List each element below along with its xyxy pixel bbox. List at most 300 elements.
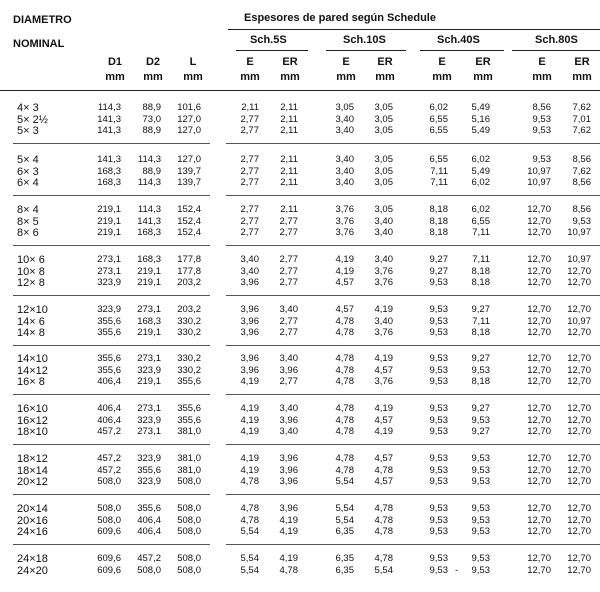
cell-e5: 5,54 xyxy=(240,564,259,576)
cell-er80: 10,97 xyxy=(567,254,591,265)
cell-d2: 406,4 xyxy=(137,526,161,537)
nominal-size: 12×10 xyxy=(17,304,48,316)
cell-er40: 9,53 xyxy=(471,364,490,376)
cell-er10: 3,40 xyxy=(374,315,393,327)
cell-er5: 3,96 xyxy=(279,476,298,487)
cell-d2: 323,9 xyxy=(137,414,161,426)
cell-e10: 6,35 xyxy=(335,553,354,564)
cell-d1: 355,6 xyxy=(97,364,121,376)
group-separator xyxy=(13,345,210,346)
cell-d1: 219,1 xyxy=(97,204,121,215)
cell-e5: 4,19 xyxy=(240,414,259,426)
header-nominal: NOMINAL xyxy=(13,38,65,50)
cell-er10: 4,57 xyxy=(374,453,393,464)
nominal-size: 6× 3 xyxy=(17,165,39,178)
cell-er40: 5,16 xyxy=(471,113,490,125)
cell-e40: 9,53 xyxy=(429,526,448,537)
cell-e80: 12,70 xyxy=(527,277,551,288)
cell-l: 381,0 xyxy=(177,426,201,437)
cell-l: 177,8 xyxy=(177,254,201,265)
cell-er40: 6,55 xyxy=(471,215,490,227)
cell-er40: 5,49 xyxy=(471,125,490,136)
cell-e40: 9,53 xyxy=(429,353,448,364)
cell-e40: 9,27 xyxy=(429,254,448,265)
cell-e5: 5,54 xyxy=(240,526,259,537)
col-unit-10: mm xyxy=(572,71,592,83)
cell-d2: 323,9 xyxy=(137,476,161,487)
cell-e40: 9,53 xyxy=(429,564,448,576)
cell-d1: 406,4 xyxy=(97,376,121,387)
cell-d2: 355,6 xyxy=(137,503,161,514)
cell-er80: 12,70 xyxy=(567,414,591,426)
nominal-size: 20×12 xyxy=(17,476,48,488)
cell-e80: 12,70 xyxy=(527,414,551,426)
cell-er10: 4,78 xyxy=(374,503,393,514)
cell-er80: 8,56 xyxy=(572,177,591,188)
cell-er5: 2,77 xyxy=(279,277,298,288)
cell-er80: 12,70 xyxy=(567,364,591,376)
col-head-2: L xyxy=(189,56,197,68)
cell-d2: 219,1 xyxy=(137,376,161,387)
group-separator xyxy=(226,494,600,495)
cell-er40: 7,11 xyxy=(472,315,490,327)
cell-er80: 7,01 xyxy=(572,113,591,125)
cell-er40: 6,02 xyxy=(471,154,490,165)
cell-e80: 12,70 xyxy=(527,553,551,564)
cell-e10: 3,40 xyxy=(335,165,354,177)
cell-er40: 9,27 xyxy=(471,403,490,414)
group-separator xyxy=(226,444,600,445)
cell-e10: 4,78 xyxy=(335,353,354,364)
cell-e80: 12,70 xyxy=(527,315,551,327)
cell-er40: 6,02 xyxy=(471,204,490,215)
cell-d1: 457,2 xyxy=(97,453,121,464)
col-head-10: ER xyxy=(574,56,590,68)
cell-er5: 3,96 xyxy=(279,414,298,426)
cell-er5: 3,40 xyxy=(279,353,298,364)
cell-e5: 2,77 xyxy=(240,177,259,188)
cell-er10: 3,76 xyxy=(374,277,393,288)
cell-er10: 4,78 xyxy=(374,526,393,537)
group-separator xyxy=(226,345,600,346)
cell-er40: 7,11 xyxy=(472,254,490,265)
cell-er40: 7,11 xyxy=(472,227,490,238)
cell-d2: 88,9 xyxy=(142,102,161,113)
cell-l: 127,0 xyxy=(177,154,201,165)
cell-er80: 12,70 xyxy=(567,514,591,526)
group-separator xyxy=(13,195,210,196)
header-title: Espesores de pared según Schedule xyxy=(244,12,436,24)
cell-er40: 8,18 xyxy=(471,265,490,277)
group-separator xyxy=(226,544,600,545)
col-head-8: ER xyxy=(475,56,491,68)
cell-e40: 8,18 xyxy=(429,215,448,227)
cell-e5: 3,96 xyxy=(240,277,259,288)
nominal-size: 24×18 xyxy=(17,553,48,565)
group-separator xyxy=(13,444,210,445)
cell-e80: 12,70 xyxy=(527,215,551,227)
nominal-size: 10× 8 xyxy=(17,265,45,278)
cell-e10: 4,57 xyxy=(335,277,354,288)
cell-d2: 168,3 xyxy=(137,254,161,265)
cell-e40: 9,53 xyxy=(429,514,448,526)
cell-d2: 508,0 xyxy=(137,564,161,576)
nominal-size: 5× 2½ xyxy=(17,113,48,126)
cell-d1: 355,6 xyxy=(97,353,121,364)
cell-er10: 3,05 xyxy=(374,154,393,165)
cell-d1: 323,9 xyxy=(97,304,121,315)
cell-er10: 5,54 xyxy=(374,564,393,576)
cell-er10: 3,40 xyxy=(374,254,393,265)
cell-d2: 273,1 xyxy=(137,353,161,364)
cell-er10: 4,19 xyxy=(374,304,393,315)
cell-d2: 114,3 xyxy=(137,177,161,188)
col-head-3: E xyxy=(246,56,254,68)
cell-l: 152,4 xyxy=(177,227,201,238)
cell-e10: 3,76 xyxy=(335,204,354,215)
cell-d1: 457,2 xyxy=(97,464,121,476)
cell-er5: 4,19 xyxy=(279,526,298,537)
nominal-size: 8× 6 xyxy=(17,227,39,239)
cell-er5: 3,96 xyxy=(279,464,298,476)
col-head-7: E xyxy=(438,56,446,68)
cell-d2: 114,3 xyxy=(137,154,161,165)
cell-d1: 114,3 xyxy=(97,102,121,113)
cell-e40: 6,02 xyxy=(429,102,448,113)
cell-e80: 12,70 xyxy=(527,327,551,338)
cell-er80: 12,70 xyxy=(567,526,591,537)
cell-e40: 9,53 xyxy=(429,277,448,288)
cell-e40: 6,55 xyxy=(429,154,448,165)
cell-e40: 9,53 xyxy=(429,476,448,487)
cell-er40: 9,53 xyxy=(471,453,490,464)
cell-e10: 4,78 xyxy=(335,327,354,338)
col-unit-3: mm xyxy=(240,71,260,83)
cell-e10: 5,54 xyxy=(335,514,354,526)
cell-er80: 12,70 xyxy=(567,304,591,315)
cell-e5: 3,40 xyxy=(240,265,259,277)
cell-e5: 3,96 xyxy=(240,315,259,327)
cell-er5: 2,11 xyxy=(280,125,298,136)
cell-e5: 4,19 xyxy=(240,403,259,414)
cell-er10: 3,40 xyxy=(374,215,393,227)
cell-er40: 9,27 xyxy=(471,353,490,364)
cell-e80: 12,70 xyxy=(527,204,551,215)
cell-l: 127,0 xyxy=(177,113,201,125)
cell-l: 203,2 xyxy=(177,304,201,315)
nominal-size: 24×20 xyxy=(17,564,48,577)
cell-d2: 88,9 xyxy=(142,125,161,136)
cell-d2: 88,9 xyxy=(142,165,161,177)
cell-e5: 3,40 xyxy=(240,254,259,265)
cell-er40: 9,53 xyxy=(471,476,490,487)
nominal-size: 5× 3 xyxy=(17,125,39,137)
cell-er80: 12,70 xyxy=(567,476,591,487)
cell-er80: 12,70 xyxy=(567,426,591,437)
cell-er5: 4,78 xyxy=(279,564,298,576)
cell-e40: 8,18 xyxy=(429,204,448,215)
cell-er80: 7,62 xyxy=(572,102,591,113)
col-head-9: E xyxy=(538,56,546,68)
cell-e5: 4,78 xyxy=(240,503,259,514)
cell-er5: 2,11 xyxy=(280,204,298,215)
cell-er10: 4,19 xyxy=(374,426,393,437)
cell-er40: 9,27 xyxy=(471,426,490,437)
cell-er10: 3,05 xyxy=(374,165,393,177)
nominal-size: 16× 8 xyxy=(17,376,45,388)
cell-er40: 9,27 xyxy=(471,304,490,315)
cell-d2: 168,3 xyxy=(137,315,161,327)
cell-er40: 9,53 xyxy=(471,514,490,526)
cell-d1: 457,2 xyxy=(97,426,121,437)
cell-er5: 3,40 xyxy=(279,403,298,414)
cell-e10: 4,19 xyxy=(335,265,354,277)
cell-d2: 219,1 xyxy=(137,265,161,277)
cell-er40: 9,53 xyxy=(471,526,490,537)
group-separator xyxy=(13,143,210,144)
cell-e5: 2,77 xyxy=(240,204,259,215)
cell-e40: 9,53 xyxy=(429,414,448,426)
cell-e5: 5,54 xyxy=(240,553,259,564)
cell-er40: 9,53 xyxy=(471,564,490,576)
cell-e80: 12,70 xyxy=(527,464,551,476)
cell-er10: 3,05 xyxy=(374,177,393,188)
cell-er10: 3,05 xyxy=(374,113,393,125)
cell-e80: 10,97 xyxy=(527,177,551,188)
cell-d2: 273,1 xyxy=(137,304,161,315)
cell-d1: 219,1 xyxy=(97,227,121,238)
cell-er80: 7,62 xyxy=(572,125,591,136)
cell-er5: 2,77 xyxy=(279,227,298,238)
cell-er40: 8,18 xyxy=(471,327,490,338)
cell-d2: 355,6 xyxy=(137,464,161,476)
cell-d1: 508,0 xyxy=(97,514,121,526)
cell-d2: 114,3 xyxy=(137,204,161,215)
cell-d1: 609,6 xyxy=(97,564,121,576)
group-separator xyxy=(226,295,600,296)
cell-er10: 4,78 xyxy=(374,553,393,564)
cell-e40: 8,18 xyxy=(429,227,448,238)
col-unit-5: mm xyxy=(336,71,356,83)
cell-d1: 508,0 xyxy=(97,476,121,487)
cell-er40: 9,53 xyxy=(471,464,490,476)
cell-er5: 3,96 xyxy=(279,503,298,514)
cell-l: 355,6 xyxy=(177,414,201,426)
cell-er10: 4,57 xyxy=(374,476,393,487)
cell-l: 355,6 xyxy=(177,403,201,414)
cell-er5: 2,11 xyxy=(280,102,298,113)
col-head-1: D2 xyxy=(145,56,161,68)
cell-l: 381,0 xyxy=(177,464,201,476)
nominal-size: 10× 6 xyxy=(17,254,45,266)
header-rule-top xyxy=(228,29,600,30)
cell-er10: 3,40 xyxy=(374,227,393,238)
cell-e10: 3,05 xyxy=(335,102,354,113)
sch80-underline xyxy=(512,50,600,51)
cell-e10: 3,40 xyxy=(335,154,354,165)
cell-er10: 3,76 xyxy=(374,376,393,387)
cell-e10: 4,78 xyxy=(335,453,354,464)
cell-er10: 4,57 xyxy=(374,364,393,376)
group-separator xyxy=(13,394,210,395)
cell-er10: 4,78 xyxy=(374,464,393,476)
cell-e5: 4,78 xyxy=(240,476,259,487)
cell-e80: 12,70 xyxy=(527,364,551,376)
nominal-size: 20×14 xyxy=(17,503,48,515)
cell-er80: 10,97 xyxy=(567,315,591,327)
cell-e10: 4,57 xyxy=(335,304,354,315)
header-sch80: Sch.80S xyxy=(535,34,578,46)
col-unit-6: mm xyxy=(375,71,395,83)
nominal-size: 6× 4 xyxy=(17,177,39,189)
col-head-5: E xyxy=(342,56,350,68)
cell-e80: 12,70 xyxy=(527,476,551,487)
cell-d1: 219,1 xyxy=(97,215,121,227)
cell-e10: 4,78 xyxy=(335,364,354,376)
header-sch40: Sch.40S xyxy=(437,34,480,46)
cell-er40: 8,18 xyxy=(471,277,490,288)
cell-e80: 10,97 xyxy=(527,165,551,177)
cell-e5: 3,96 xyxy=(240,364,259,376)
cell-er80: 12,70 xyxy=(567,376,591,387)
cell-l: 330,2 xyxy=(177,353,201,364)
col-head-4: ER xyxy=(282,56,298,68)
cell-er80: 12,70 xyxy=(567,503,591,514)
cell-e5: 4,19 xyxy=(240,453,259,464)
cell-d1: 273,1 xyxy=(97,265,121,277)
cell-e80: 12,70 xyxy=(527,376,551,387)
cell-e5: 4,19 xyxy=(240,426,259,437)
group-separator xyxy=(226,195,600,196)
cell-d2: 406,4 xyxy=(137,514,161,526)
cell-d2: 73,0 xyxy=(142,113,161,125)
cell-e40: 9,53 xyxy=(429,403,448,414)
cell-er5: 3,40 xyxy=(279,304,298,315)
cell-e80: 12,70 xyxy=(527,564,551,576)
cell-l: 355,6 xyxy=(177,376,201,387)
cell-d1: 609,6 xyxy=(97,553,121,564)
cell-er80: 12,70 xyxy=(567,403,591,414)
cell-l: 508,0 xyxy=(177,514,201,526)
cell-er80: 12,70 xyxy=(567,464,591,476)
cell-er80: 12,70 xyxy=(567,453,591,464)
cell-e80: 12,70 xyxy=(527,453,551,464)
cell-e10: 4,78 xyxy=(335,426,354,437)
cell-d1: 168,3 xyxy=(97,177,121,188)
cell-er80: 9,53 xyxy=(572,215,591,227)
cell-d1: 355,6 xyxy=(97,327,121,338)
cell-e10: 6,35 xyxy=(335,564,354,576)
group-separator xyxy=(226,394,600,395)
cell-e80: 9,53 xyxy=(532,154,551,165)
cell-e5: 2,77 xyxy=(240,125,259,136)
cell-e80: 12,70 xyxy=(527,254,551,265)
cell-l: 508,0 xyxy=(177,476,201,487)
nominal-size: 16×10 xyxy=(17,403,48,415)
cell-er5: 2,11 xyxy=(280,154,298,165)
cell-e80: 12,70 xyxy=(527,503,551,514)
nominal-size: 14× 6 xyxy=(17,315,45,328)
cell-er10: 4,19 xyxy=(374,403,393,414)
cell-e5: 2,77 xyxy=(240,215,259,227)
nominal-size: 14× 8 xyxy=(17,327,45,339)
cell-note: - xyxy=(455,564,459,576)
cell-er80: 12,70 xyxy=(567,564,591,576)
cell-e10: 3,40 xyxy=(335,113,354,125)
cell-d1: 273,1 xyxy=(97,254,121,265)
cell-er5: 2,11 xyxy=(280,165,298,177)
col-unit-8: mm xyxy=(473,71,493,83)
cell-er40: 8,18 xyxy=(471,376,490,387)
cell-e5: 4,78 xyxy=(240,514,259,526)
cell-e10: 3,40 xyxy=(335,125,354,136)
col-unit-7: mm xyxy=(432,71,452,83)
cell-e80: 12,70 xyxy=(527,265,551,277)
nominal-size: 14×10 xyxy=(17,353,48,365)
col-head-6: ER xyxy=(377,56,393,68)
cell-e40: 6,55 xyxy=(429,125,448,136)
cell-e40: 7,11 xyxy=(430,177,448,188)
cell-er80: 12,70 xyxy=(567,265,591,277)
cell-e10: 6,35 xyxy=(335,526,354,537)
cell-e40: 9,53 xyxy=(429,503,448,514)
nominal-size: 20×16 xyxy=(17,514,48,527)
cell-e10: 4,78 xyxy=(335,376,354,387)
cell-l: 152,4 xyxy=(177,215,201,227)
nominal-size: 18×12 xyxy=(17,453,48,465)
cell-e10: 4,78 xyxy=(335,403,354,414)
group-separator xyxy=(13,494,210,495)
cell-d1: 508,0 xyxy=(97,503,121,514)
cell-er5: 2,11 xyxy=(280,177,298,188)
cell-er40: 9,53 xyxy=(471,553,490,564)
cell-e40: 7,11 xyxy=(430,165,448,177)
cell-e80: 12,70 xyxy=(527,353,551,364)
cell-e10: 4,19 xyxy=(335,254,354,265)
nominal-size: 18×14 xyxy=(17,464,48,477)
cell-er10: 3,05 xyxy=(374,204,393,215)
cell-er40: 5,49 xyxy=(471,165,490,177)
cell-e10: 3,40 xyxy=(335,177,354,188)
cell-e40: 9,53 xyxy=(429,304,448,315)
cell-e10: 5,54 xyxy=(335,476,354,487)
cell-e10: 3,76 xyxy=(335,227,354,238)
cell-e80: 12,70 xyxy=(527,426,551,437)
cell-e80: 12,70 xyxy=(527,514,551,526)
cell-l: 508,0 xyxy=(177,503,201,514)
cell-l: 508,0 xyxy=(177,553,201,564)
nominal-size: 4× 3 xyxy=(17,102,39,114)
cell-e40: 9,53 xyxy=(429,327,448,338)
cell-l: 139,7 xyxy=(177,177,201,188)
cell-e40: 6,55 xyxy=(429,113,448,125)
cell-er80: 12,70 xyxy=(567,277,591,288)
nominal-size: 12× 8 xyxy=(17,277,45,289)
nominal-size: 16×12 xyxy=(17,414,48,427)
cell-e80: 12,70 xyxy=(527,227,551,238)
cell-e10: 4,78 xyxy=(335,414,354,426)
cell-er5: 2,77 xyxy=(279,376,298,387)
nominal-size: 8× 4 xyxy=(17,204,39,216)
cell-er10: 4,57 xyxy=(374,414,393,426)
cell-e80: 12,70 xyxy=(527,526,551,537)
cell-d2: 141,3 xyxy=(137,215,161,227)
cell-e5: 3,96 xyxy=(240,304,259,315)
header-rule-bottom xyxy=(0,90,600,91)
cell-d1: 141,3 xyxy=(97,154,121,165)
cell-er5: 2,77 xyxy=(279,254,298,265)
group-separator xyxy=(226,245,600,246)
